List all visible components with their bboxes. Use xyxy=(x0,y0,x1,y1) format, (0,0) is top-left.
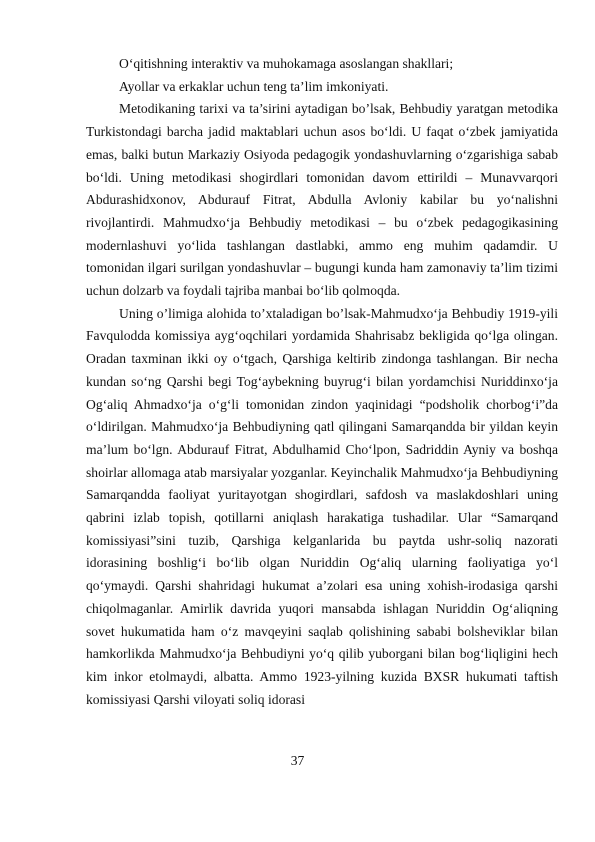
list-item-equal-education: Ayollar va erkaklar uchun teng ta’lim imkoniyati. xyxy=(119,78,389,94)
page-number: 37 xyxy=(290,753,305,768)
paragraph-behbudiy-death: Uning o’limiga alohida to’xtaladigan bo’lsak-Mahmudxo‘ja Behbudiy 1919-yili Favqulodda komissiya ayg‘oqchilari yordamida Shahrisabz bekligida qo‘lga olingan. Oradan taxminan ikki oy o‘tgach, Qarshiga keltirib zindonga tashlangan. Bir necha kundan so‘ng Qarshi begi Tog‘aybekning buyrug‘i bilan yordamchisi Nuriddinxo‘ja Og‘aliq Ahmadxo‘ja o‘g‘li tomonidan zindon yaqinidagi “podsholik chorbog‘i”da o‘ldirilgan. Mahmudxo‘ja Behbudiyning qatl qilingani Samarqandda bir yildan keyin ma’lum bo‘lgn. Abdurauf Fitrat, Abdulhamid Cho‘lpon, Sadriddin Ayniy va boshqa shoirlar allomaga atab marsiyalar yozganlar. Keyinchalik Mahmudxo‘ja Behbudiyning Samarqandda faoliyat yuritayotgan shogirdlari, safdosh va maslakdoshlari uning qabrini izlab topish, qotillarni aniqlash harakatiga tushadilar. Ular “Samarqand komissiyasi”sini tuzib, Qarshiga kelganlarida bu paytda ushr-soliq nazorati idorasining boshlig‘i bo‘lib olgan Nuriddin Og‘aliq ularning faoliyatiga yo‘l qo‘ymaydi. Qarshi shahridagi hukumat a’zolari esa uning xohish-irodasiga qarshi chiqolmaganlar. Amirlik davrida yuqori mansabda ishlagan Nuriddin Og‘aliqning sovet hukumatida ham o‘z mavqeyini saqlab qolishining sababi bolsheviklar bilan hamkorlikda Mahmudxo‘ja Behbudiyni yo‘q qilib yuborgani bilan bog‘liqligini hech kim inkor etolmaydi, albatta. Ammo 1923-yilning kuzida BXSR hukumati taftish komissiyasi Qarshi viloyati soliq idorasi xyxy=(86,305,558,707)
paragraph-methodology-history: Metodikaning tarixi va ta’sirini aytadigan bo’lsak, Behbudiy yaratgan metodika Turkistondagi barcha jadid maktablari uchun asos bo‘ldi. U faqat o‘zbek jamiyatida emas, balki butun Markaziy Osiyoda pedagogik yondashuvlarning o‘zgarishiga sabab bo‘ldi. Uning metodikasi shogirdlari tomonidan davom ettirildi – Munavvarqori Abdurashidxonov, Abdurauf Fitrat, Abdulla Avloniy kabilar bu yo‘nalishni rivojlantirdi. Mahmudxo‘ja Behbudiy metodikasi – bu o‘zbek pedagogikasining modernlashuvi yo‘lida tashlangan dastlabki, ammo eng muhim qadamdir. U tomonidan ilgari surilgan yondashuvlar – bugungi kunda ham zamonaviy ta’lim tizimi uchun dolzarb va foydali tajriba manbai bo‘lib qolmoqda. xyxy=(86,101,558,299)
list-item-interactive-forms: O‘qitishning interaktiv va muhokamaga asoslangan shakllari; xyxy=(119,56,454,71)
document-body xyxy=(86,53,558,711)
